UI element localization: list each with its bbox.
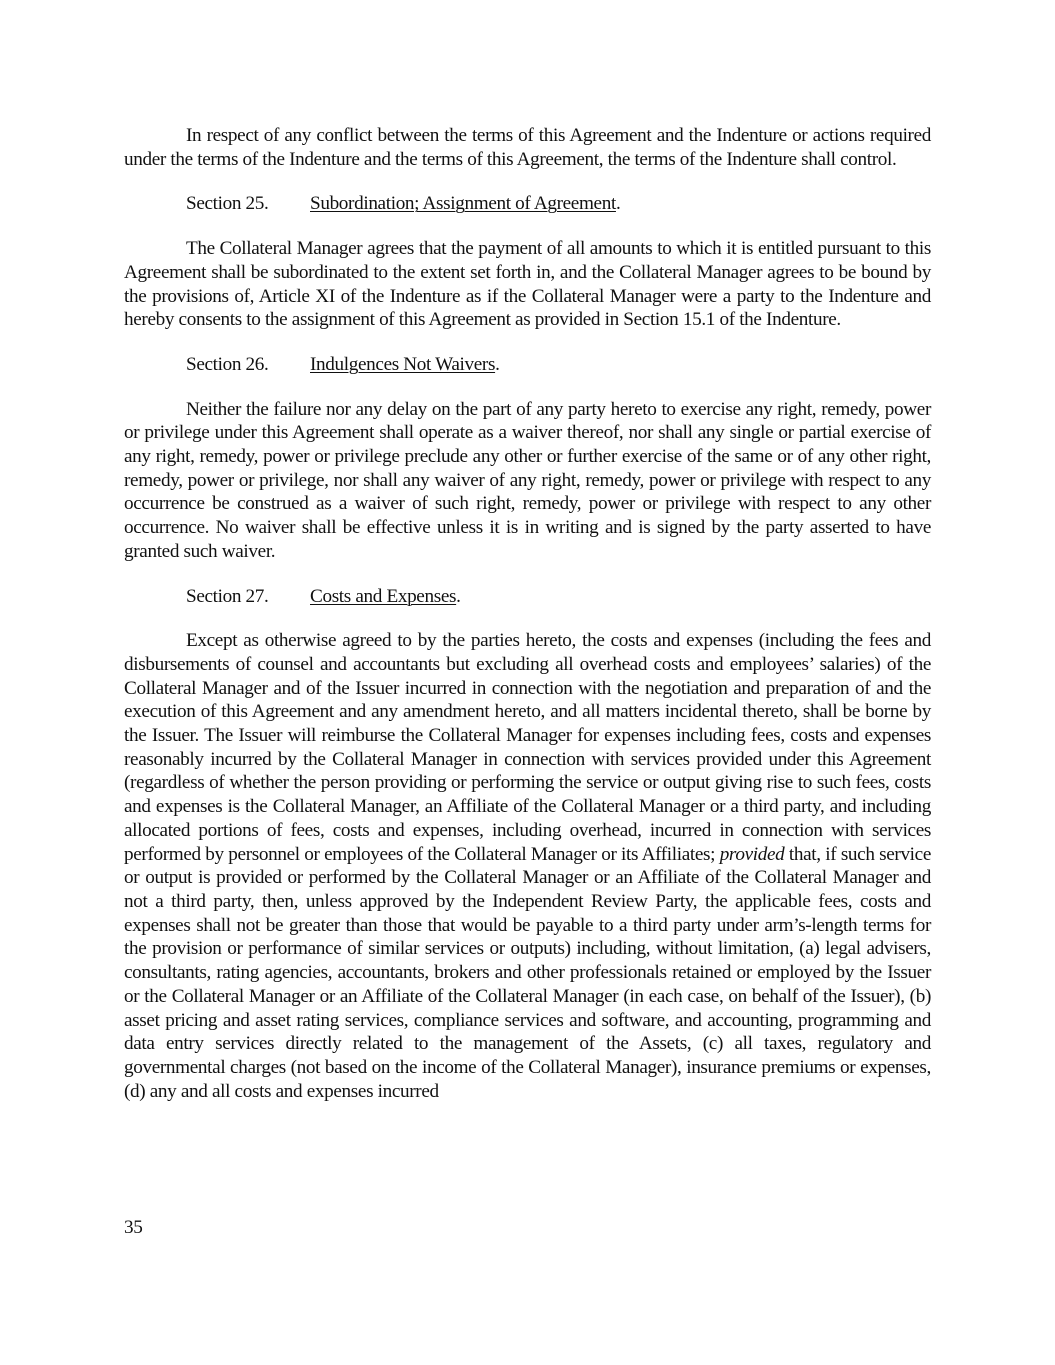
heading-period: .: [615, 193, 621, 215]
section-25-paragraph: The Collateral Manager agrees that the payment of all amounts to which it is entitled pursuant to this Agreement shall be subordinated to the extent set forth in, and the Collateral Manager agrees to be bound by the provisions of, Article XI of the Indenture as if the Collateral Manager were a party to the Indenture and hereby consents to the assignment of this Agreement as provided in Section 15.1 of the Indenture.: [124, 238, 931, 331]
section-number: Section 25.: [186, 193, 269, 215]
section-26-heading: [124, 353, 931, 377]
section-number: Section 27.: [186, 585, 269, 607]
page-number: 35: [124, 1217, 143, 1238]
provided-italic: provided: [719, 843, 785, 865]
paragraph-text: that, if such service or output is provided or performed by the Collateral Manager or an Affiliate of the Collateral Manager and not a third party, then, unless approved by the Independent Review Party, the applicable fees, costs and expenses shall not be greater than those that would be payable to a third party under arm’s-length terms for the provision or performance of similar services or outputs) including, without limitation, (a) legal advisers, consultants, rating agencies, accountants, brokers and other professionals retained or employed by the Issuer or the Collateral Manager or an Affiliate of the Collateral Manager (in each case, on behalf of the Issuer), (b) asset pricing and asset rating services, compliance services and software, and accounting, programming and data entry services directly related to the management of the Assets, (c) all taxes, regulatory and governmental charges (not based on the income of the Collateral Manager), insurance premiums or expenses, (d) any and all costs and expenses incurred: [124, 843, 931, 1102]
section-title: Costs and Expenses: [310, 585, 457, 607]
document-page: [124, 124, 931, 1124]
heading-period: .: [456, 585, 461, 607]
section-27-paragraph: [124, 629, 931, 1103]
section-27-heading: [124, 585, 931, 609]
intro-paragraph: In respect of any conflict between the terms of this Agreement and the Indenture or actions required under the terms of the Indenture and the terms of this Agreement, the terms of the Indenture shall control.: [124, 125, 931, 170]
heading-period: .: [495, 353, 500, 375]
section-title: Indulgences Not Waivers: [310, 353, 496, 375]
section-25-heading: [124, 192, 931, 216]
section-26-paragraph: Neither the failure nor any delay on the part of any party hereto to exercise any right, remedy, power or privilege under this Agreement shall operate as a waiver thereof, nor shall any single or partial exercise of any right, remedy, power or privilege preclude any other or further exercise of the same or of any other right, remedy, power or privilege, nor shall any waiver of any right, remedy, power or privilege with respect to any occurrence be construed as a waiver of such right, remedy, power or privilege with respect to any other occurrence. No waiver shall be effective unless it is in writing and is signed by the party asserted to have granted such waiver.: [124, 398, 931, 562]
section-title: Subordination; Assignment of Agreement: [310, 193, 616, 215]
paragraph-text: Except as otherwise agreed to by the parties hereto, the costs and expenses (including the fees and disbursements of counsel and accountants but excluding all overhead costs and employees’ salaries) of the Collateral Manager and of the Issuer incurred in connection with the negotiation and preparation of and the execution of this Agreement and any amendment hereto, and all matters incidental thereto, shall be borne by the Issuer. The Issuer will reimburse the Collateral Manager for expenses including fees, costs and expenses reasonably incurred by the Collateral Manager in connection with services provided under this Agreement (regardless of whether the person providing or performing the service or output giving rise to such fees, costs and expenses is the Collateral Manager, an Affiliate of the Collateral Manager or a third party, and including allocated portions of fees, costs and expenses, including overhead, incurred in connection with services performed by personnel or employees of the Collateral Manager or its Affiliates;: [124, 630, 931, 865]
section-number: Section 26.: [186, 353, 269, 375]
